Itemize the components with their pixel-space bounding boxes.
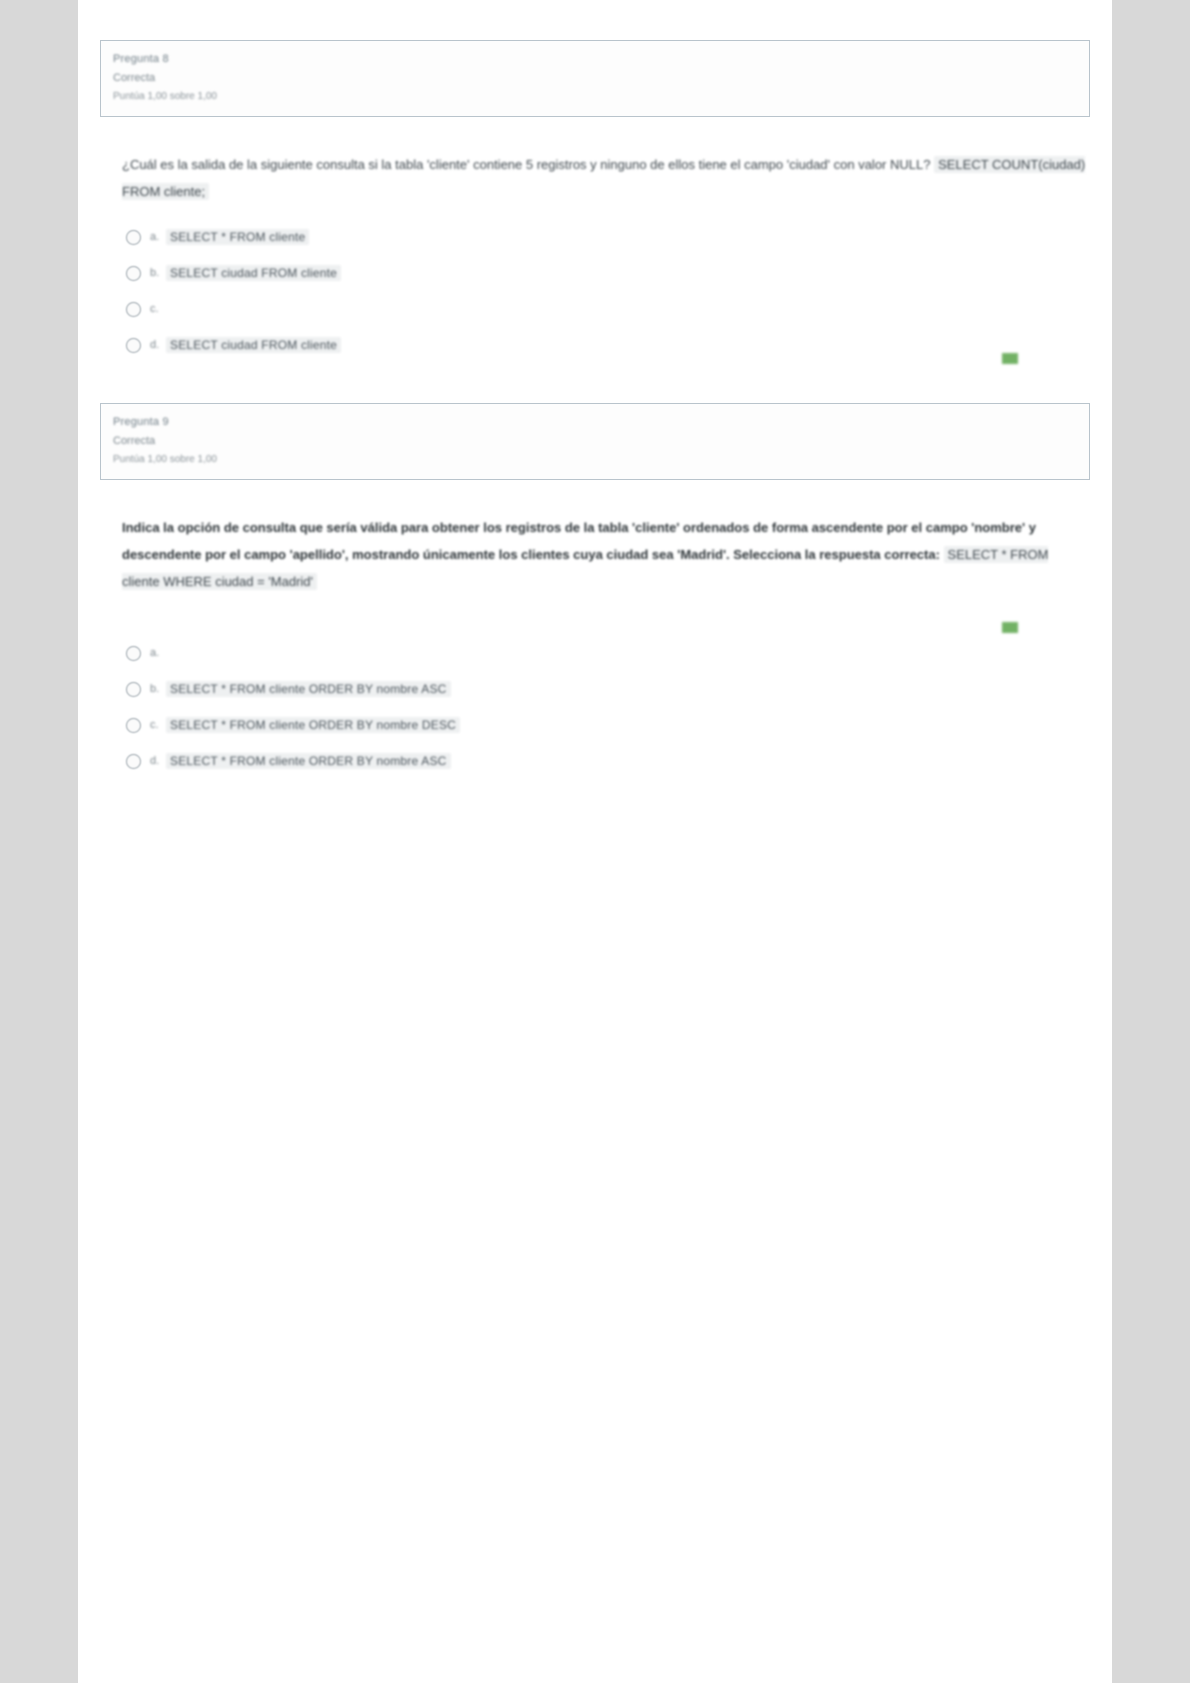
option-text: SELECT * FROM cliente ORDER BY nombre ASC — [166, 753, 451, 769]
answer-option-2-c[interactable] — [126, 707, 1090, 743]
answer-options-2 — [100, 635, 1090, 779]
answer-option-1-a[interactable] — [126, 219, 1090, 255]
answer-option-2-b[interactable] — [126, 671, 1090, 707]
question-stem-text-2: Indica la opción de consulta que sería válida para obtener los registros de la tabla 'cliente' ordenados de forma ascendente por el campo 'nombre' y descendente por el campo 'apellido', mostrando únicamente los clientes cuya ciudad sea 'Madrid'. Selecciona la respuesta correcta: — [122, 520, 1036, 562]
option-letter: d. — [150, 339, 160, 351]
quiz-page-sheet — [78, 0, 1112, 1683]
option-text: SELECT ciudad FROM cliente — [166, 337, 341, 353]
question-state-1: Correcta — [113, 72, 156, 84]
radio-icon[interactable] — [126, 230, 141, 245]
radio-icon[interactable] — [126, 754, 141, 769]
question-block-1 — [100, 40, 1090, 363]
question-score-2: Puntúa 1,00 sobre 1,00 — [113, 454, 217, 465]
radio-icon[interactable] — [126, 646, 141, 661]
option-text: SELECT * FROM cliente — [166, 229, 309, 245]
radio-icon[interactable] — [126, 682, 141, 697]
question-stem-code-1: SELECT COUNT(ciudad) FROM cliente; — [122, 157, 1086, 199]
option-text: SELECT * FROM cliente ORDER BY nombre ASC — [166, 681, 451, 697]
option-letter: b. — [150, 267, 160, 279]
question-stem-text-1: ¿Cuál es la salida de la siguiente consulta si la tabla 'cliente' contiene 5 registros y ninguno de ellos tiene el campo 'ciudad' con valor NULL? — [122, 157, 931, 172]
correct-answer-marker-2 — [1002, 622, 1018, 633]
question-state-2: Correcta — [113, 435, 156, 447]
answer-option-1-d[interactable] — [126, 327, 1090, 363]
question-header-box-2 — [100, 403, 1090, 480]
radio-icon[interactable] — [126, 302, 141, 317]
option-text — [166, 308, 174, 310]
question-header-box-1 — [100, 40, 1090, 117]
question-stem-1 — [100, 151, 1090, 205]
answer-option-2-d[interactable] — [126, 743, 1090, 779]
option-text: SELECT * FROM cliente ORDER BY nombre DESC — [166, 717, 460, 733]
option-letter: d. — [150, 755, 160, 767]
radio-icon[interactable] — [126, 266, 141, 281]
option-text — [166, 652, 174, 654]
quiz-content — [78, 0, 1112, 779]
question-stem-code-2: SELECT * FROM cliente WHERE ciudad = 'Madrid' — [122, 547, 1049, 589]
radio-icon[interactable] — [126, 718, 141, 733]
radio-icon[interactable] — [126, 338, 141, 353]
option-letter: a. — [150, 231, 160, 243]
correct-answer-marker-1 — [1002, 353, 1018, 364]
question-number-1: Pregunta 8 — [113, 53, 169, 65]
option-text: SELECT ciudad FROM cliente — [166, 265, 341, 281]
answer-options-1 — [100, 219, 1090, 363]
question-block-2 — [100, 403, 1090, 779]
question-score-1: Puntúa 1,00 sobre 1,00 — [113, 91, 217, 102]
question-stem-2 — [100, 514, 1090, 595]
option-letter: a. — [150, 647, 160, 659]
answer-option-1-c[interactable] — [126, 291, 1090, 327]
section-spacer — [100, 363, 1090, 403]
option-letter: c. — [150, 719, 159, 731]
answer-option-1-b[interactable] — [126, 255, 1090, 291]
question-number-2: Pregunta 9 — [113, 416, 169, 428]
option-letter: c. — [150, 303, 159, 315]
option-letter: b. — [150, 683, 160, 695]
answer-option-2-a[interactable] — [126, 635, 1090, 671]
stem-options-spacer — [100, 609, 1090, 635]
